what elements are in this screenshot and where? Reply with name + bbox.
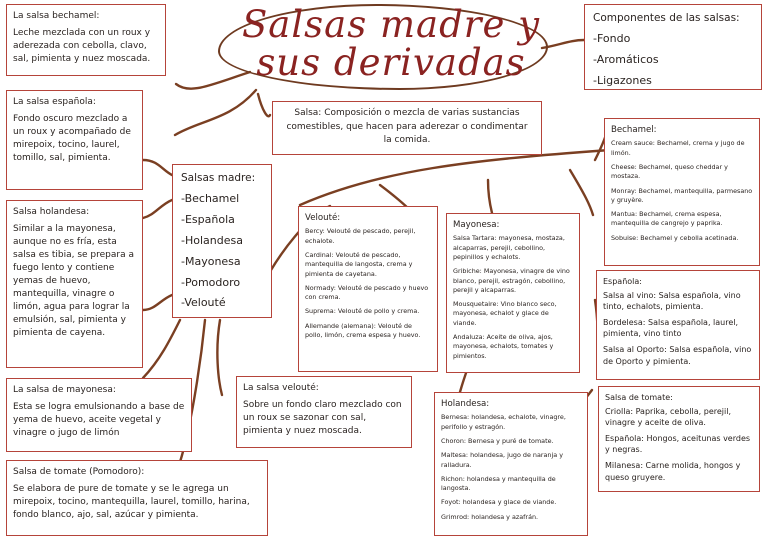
mayonesa-derivadas-heading: Mayonesa: — [453, 220, 500, 230]
derivada-item: Bernesa: holandesa, echalote, vinagre, perifollo y estragón. — [441, 413, 566, 431]
espanola-derivadas-heading: Española: — [603, 277, 642, 286]
derivada-item: Foyot: holandesa y glace de viande. — [441, 498, 557, 507]
derivada-item: Allemande (alemana): Velouté de pollo, limón, crema espesa y huevo. — [305, 321, 421, 339]
derivada-item: Bercy: Velouté de pescado, perejil, echalote. — [305, 227, 416, 245]
componentes-heading: Componentes de las salsas: — [593, 12, 740, 24]
componente-item: -Fondo — [593, 31, 631, 45]
connector-to-espanola — [175, 90, 256, 135]
bechamel-definition-body: Leche mezclada con un roux y aderezada con cebolla, clavo, sal, pimienta y nuez moscada. — [13, 28, 151, 65]
holandesa-definition-body: Similar a la mayonesa, aunque no es fría, esta salsa es tibia, se prepara a fuego lento y contiene yemas de huevo, mantequilla, vinagre o limón, agua para lograr la emulsión, sal, pimienta y pimienta de cayena. — [13, 224, 134, 339]
derivada-item: Salsa al vino: Salsa española, vino tinto, echalots, pimienta. — [603, 290, 741, 312]
derivada-item: Salsa al Oporto: Salsa española, vino de Oporto y pimienta. — [603, 344, 752, 366]
madre-item: -Velouté — [181, 296, 226, 310]
componente-item: -Ligazones — [593, 73, 652, 87]
derivada-item: Monray: Bechamel, mantequilla, parmesano y gruyère. — [611, 186, 753, 204]
veloute-derivadas — [298, 206, 438, 372]
bechamel-derivadas-heading: Bechamel: — [611, 125, 657, 135]
mayonesa-derivadas — [446, 213, 580, 373]
tomate-definition-body: Se elabora de pure de tomate y se le agrega un mirepoix, tocino, mantequilla, laurel, tomillo, harina, fondo blanco, ajo, sal, azúcar y pimienta. — [13, 484, 250, 521]
holandesa-definition — [6, 200, 143, 368]
derivada-item: Choron: Bernesa y puré de tomate. — [441, 437, 554, 446]
madre-item: -Pomodoro — [181, 275, 241, 289]
derivada-item: Bordelesa: Salsa española, laurel, pimienta, vino tinto — [603, 317, 739, 339]
holandesa-derivadas-heading: Holandesa: — [441, 399, 490, 409]
definition-box — [272, 101, 542, 155]
espanola-definition-body: Fondo oscuro mezclado a un roux y acompañado de mirepoix, tocino, laurel, tomillo, sal, pimienta. — [13, 114, 131, 164]
derivada-item: Suprema: Velouté de pollo y crema. — [305, 307, 420, 316]
holandesa-definition-heading: Salsa holandesa: — [13, 207, 90, 217]
bechamel-derivadas — [604, 118, 760, 266]
madre-item: -Holandesa — [181, 233, 243, 247]
tomate-definition-heading: Salsa de tomate (Pomodoro): — [13, 467, 145, 477]
derivada-item: Cardinal: Velouté de pescado, mantequilla de langosta, crema y pimienta de cayetana. — [305, 251, 413, 278]
madre-item: -Española — [181, 212, 235, 226]
definition-text: Salsa: Composición o mezcla de varias sustancias comestibles, que hacen para aderezar o condimentar la comida. — [286, 108, 528, 145]
veloute-definition-heading: La salsa velouté: — [243, 383, 319, 393]
salsas-madre-box — [172, 164, 272, 318]
derivada-item: Andaluza: Aceite de oliva, ajos, mayonesa, echalots, tomates y pimientos. — [453, 332, 554, 360]
derivada-item: Normady: Velouté de pescado y huevo con crema. — [305, 283, 429, 302]
espanola-definition — [6, 90, 143, 190]
madre-item: -Bechamel — [181, 191, 240, 205]
derivada-item: Mousquetaire: Vino blanco seco, mayonesa, echalot y glace de viande. — [453, 300, 557, 327]
derivada-item: Richon: holandesa y mantequilla de langosta. — [441, 474, 556, 493]
mayonesa-definition — [6, 378, 192, 452]
componentes-box — [584, 4, 762, 90]
veloute-definition-body: Sobre un fondo claro mezclado con un roux se sazonar con sal, pimienta y nuez moscada. — [243, 400, 402, 437]
derivada-item: Mantua: Bechamel, crema espesa, mantequilla de cangrejo y paprika. — [611, 210, 723, 228]
bechamel-definition — [6, 4, 166, 76]
mayonesa-definition-heading: La salsa de mayonesa: — [13, 385, 116, 395]
derivada-item: Gribiche: Mayonesa, vinagre de vino blanco, perejil, estragón, cebollino, perejil y alcaparras. — [453, 267, 570, 294]
veloute-derivadas-heading: Velouté: — [305, 213, 341, 223]
derivada-item: Maltesa: holandesa, jugo de naranja y ralladura. — [441, 451, 563, 469]
derivada-item: Criolla: Paprika, cebolla, perejil, vinagre y aceite de oliva. — [605, 406, 731, 428]
derivada-item: Grimrod: holandesa y azafrán. — [441, 512, 539, 521]
tomate-definition — [6, 460, 268, 536]
derivada-item: Salsa Tartara: mayonesa, mostaza, alcaparras, perejil, cebollino, pepinillos y echalots. — [453, 234, 565, 262]
derivada-item: Sobuise: Bechamel y cebolla acetinada. — [611, 233, 739, 242]
derivada-item: Cheese: Bechamel, queso cheddar y mostaza. — [611, 163, 728, 181]
mayonesa-definition-body: Esta se logra emulsionando a base de yema de huevo, aceite vegetal y vinagre o jugo de limón — [13, 402, 185, 439]
derivada-item: Cream sauce: Bechamel, crema y jugo de limón. — [611, 139, 745, 157]
holandesa-derivadas — [434, 392, 588, 536]
madre-item: -Mayonesa — [181, 254, 241, 268]
bechamel-definition-heading: La salsa bechamel: — [13, 11, 100, 21]
page-title: Salsas madre y sus derivadas — [241, 3, 541, 84]
derivada-item: Española: Hongos, aceitunas verdes y negras. — [605, 433, 751, 455]
espanola-derivadas — [596, 270, 760, 380]
espanola-definition-heading: La salsa española: — [13, 97, 96, 107]
derivada-item: Milanesa: Carne molida, hongos y queso gruyere. — [605, 460, 741, 482]
tomate-derivadas — [598, 386, 760, 492]
salsas-madre-heading: Salsas madre: — [181, 172, 256, 184]
componente-item: -Aromáticos — [593, 52, 659, 66]
tomate-derivadas-heading: Salsa de tomate: — [605, 393, 673, 402]
veloute-definition — [236, 376, 412, 448]
